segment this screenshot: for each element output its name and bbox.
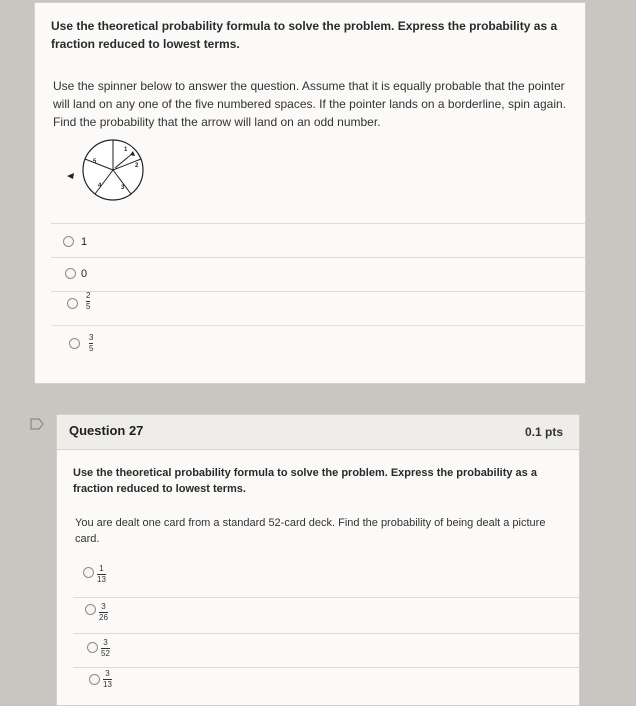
q27-option-4-numerator: 3 [105, 669, 110, 678]
spinner-figure [65, 137, 149, 203]
spinner-label-3: 3 [121, 185, 125, 191]
question-26-card [34, 2, 586, 384]
q26-radio-1[interactable] [63, 236, 74, 247]
q27-option-1-fraction [97, 565, 106, 584]
q26-radio-3[interactable] [67, 298, 78, 309]
q27-option-4-denominator: 13 [103, 680, 112, 689]
q26-option-4[interactable] [51, 325, 585, 360]
question-27-card [56, 414, 580, 706]
q27-instruction: Use the theoretical probability formula to solve the problem. Express the probability as a fraction reduced to lowest terms. [73, 467, 537, 495]
q27-option-2-denominator: 26 [99, 613, 108, 622]
q26-option-3-fraction [86, 292, 90, 311]
spinner-label-1: 1 [124, 147, 128, 153]
question-points: 0.1 pts [524, 425, 563, 439]
spinner-label-2: 2 [135, 163, 139, 169]
q26-option-1[interactable] [51, 223, 585, 258]
q26-instruction: Use the theoretical probability formula to solve the problem. Express the probability as a fraction reduced to lowest terms. [51, 19, 558, 51]
q26-option-3[interactable] [51, 291, 585, 326]
q27-radio-4[interactable] [89, 674, 100, 685]
q26-option-3-numerator: 2 [86, 291, 91, 300]
q26-option-2[interactable] [51, 257, 585, 292]
spinner-label-5: 5 [93, 159, 97, 165]
q27-option-4[interactable] [73, 667, 579, 702]
q26-option-4-denominator: 5 [89, 344, 94, 353]
q26-option-4-fraction [89, 334, 93, 353]
spinner-label-4: 4 [98, 183, 102, 189]
q26-option-1-label: 1 [81, 236, 88, 248]
q27-option-1[interactable] [73, 559, 579, 595]
question-header [57, 415, 579, 450]
question-title: Question 27 [69, 423, 144, 438]
q26-radio-2[interactable] [65, 268, 76, 279]
q27-option-2[interactable] [73, 597, 579, 634]
q27-option-3-numerator: 3 [103, 638, 108, 647]
q27-prompt: You are dealt one card from a standard 52-card deck. Find the probability of being dealt a picture card. [75, 517, 546, 545]
q26-option-4-numerator: 3 [89, 333, 94, 342]
q27-option-2-fraction [99, 603, 108, 622]
q27-option-3-denominator: 52 [101, 649, 110, 658]
q27-option-1-numerator: 1 [99, 564, 104, 573]
q27-option-3-fraction [101, 639, 110, 658]
q27-option-3[interactable] [73, 633, 579, 668]
q27-option-1-denominator: 13 [97, 575, 106, 584]
flag-question-icon[interactable] [30, 418, 44, 430]
q27-option-2-numerator: 3 [101, 602, 106, 611]
q27-option-4-fraction [103, 670, 112, 689]
q27-radio-3[interactable] [87, 642, 98, 653]
q27-radio-1[interactable] [83, 567, 94, 578]
q26-radio-4[interactable] [69, 338, 80, 349]
q26-prompt: Use the spinner below to answer the question. Assume that it is equally probable that the pointer will land on any one of the five numbered spaces. If the pointer lands on a borderline, spin again. Find the probability that the arrow will land on an odd number. [53, 79, 566, 129]
q26-option-3-denominator: 5 [86, 302, 91, 311]
q26-option-2-label: 0 [81, 268, 88, 280]
q27-radio-2[interactable] [85, 604, 96, 615]
